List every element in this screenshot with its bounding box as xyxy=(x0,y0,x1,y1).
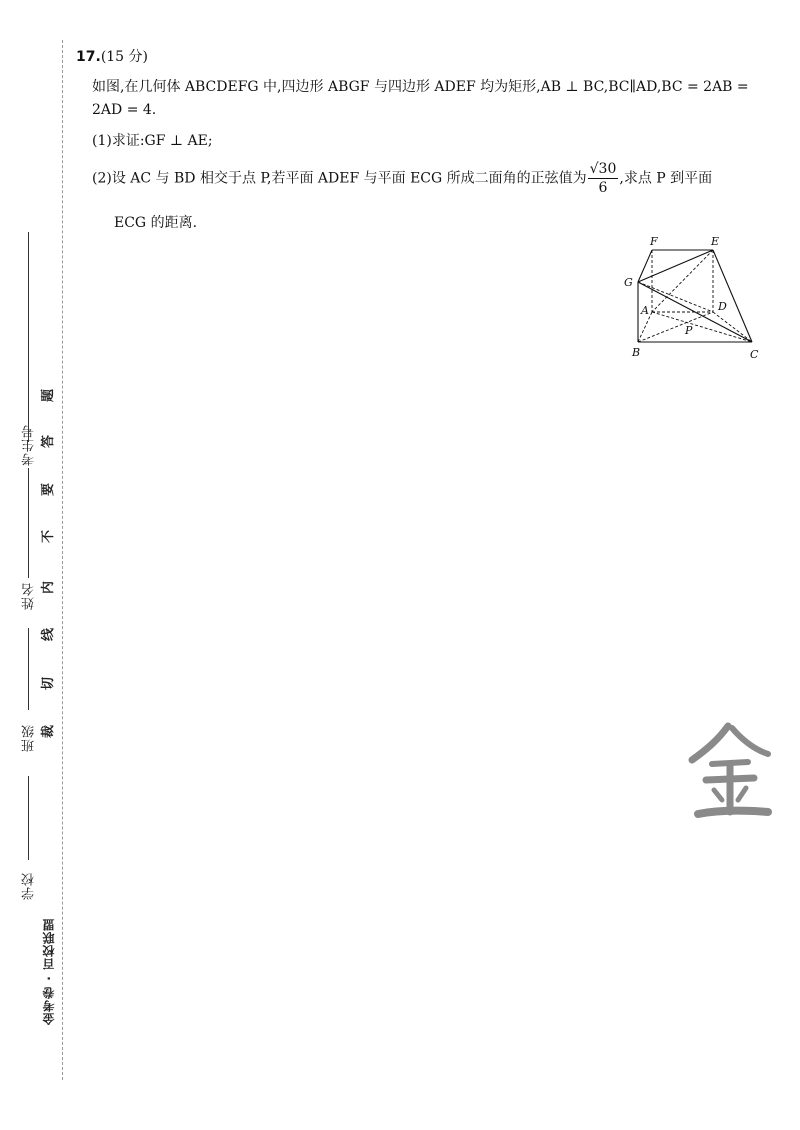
question-part-2-cont: ECG 的距离. xyxy=(114,215,198,231)
class-underline xyxy=(28,628,29,710)
sine-fraction xyxy=(588,162,619,195)
brand-label: 金考卷 · 百校联盟 xyxy=(42,918,56,1025)
part-2-text-b: ,求点 P 到平面 xyxy=(619,170,713,187)
class-label: 班级 xyxy=(22,724,37,752)
vertex-label-e: E xyxy=(711,235,720,248)
edge-gd xyxy=(638,282,713,312)
school-label: 学校 xyxy=(22,872,37,900)
question-header xyxy=(76,46,148,66)
vertex-label-d: D xyxy=(718,300,727,313)
question-number: 17. xyxy=(76,49,101,65)
brand-watermark-logo xyxy=(688,720,772,824)
edge-ac xyxy=(652,312,752,342)
question-part-2 xyxy=(92,162,712,195)
name-label: 姓名 xyxy=(22,582,37,610)
question-intro-line-2: 2AD = 4. xyxy=(92,102,157,118)
fraction-denominator: 6 xyxy=(598,180,608,196)
question-score: (15 分) xyxy=(100,49,149,65)
school-underline xyxy=(28,776,29,860)
edge-ea xyxy=(652,250,713,312)
vertex-label-f: F xyxy=(650,235,658,248)
warning-char: 不 xyxy=(41,529,57,544)
exam-no-label: 考生号 xyxy=(22,424,37,466)
question-intro-line-1: 如图,在几何体 ABCDEFG 中,四边形 ABGF 与四边形 ADEF 均为矩形,AB ⊥ BC,BC∥AD,BC = 2AB = xyxy=(92,79,749,95)
warning-char: 要 xyxy=(41,482,57,497)
vertex-label-c: C xyxy=(750,348,759,361)
exam-no-underline xyxy=(28,232,29,442)
warning-char: 题 xyxy=(41,388,57,403)
warning-char: 裁 xyxy=(41,724,57,739)
edge-ge xyxy=(638,250,713,282)
vertex-label-g: G xyxy=(624,276,633,289)
part-2-text-a: (2)设 AC 与 BD 相交于点 P,若平面 ADEF 与平面 ECG 所成二面角的正弦值为 xyxy=(92,170,587,187)
geometry-diagram xyxy=(610,230,780,370)
cut-line xyxy=(62,40,63,1080)
question-part-1: (1)求证:GF ⊥ AE; xyxy=(92,133,213,149)
vertex-label-b: B xyxy=(632,346,641,359)
watermark-glyph xyxy=(688,720,772,824)
warning-char: 切 xyxy=(41,676,57,691)
name-underline xyxy=(28,468,29,578)
edge-ec xyxy=(713,250,752,342)
vertex-label-p: P xyxy=(685,324,693,337)
warning-char: 线 xyxy=(41,627,57,642)
fraction-numerator: √30 xyxy=(589,161,617,177)
vertex-label-a: A xyxy=(641,304,649,317)
warning-char: 答 xyxy=(41,434,57,449)
geometry-figure xyxy=(610,230,780,370)
warning-char: 内 xyxy=(41,580,57,595)
